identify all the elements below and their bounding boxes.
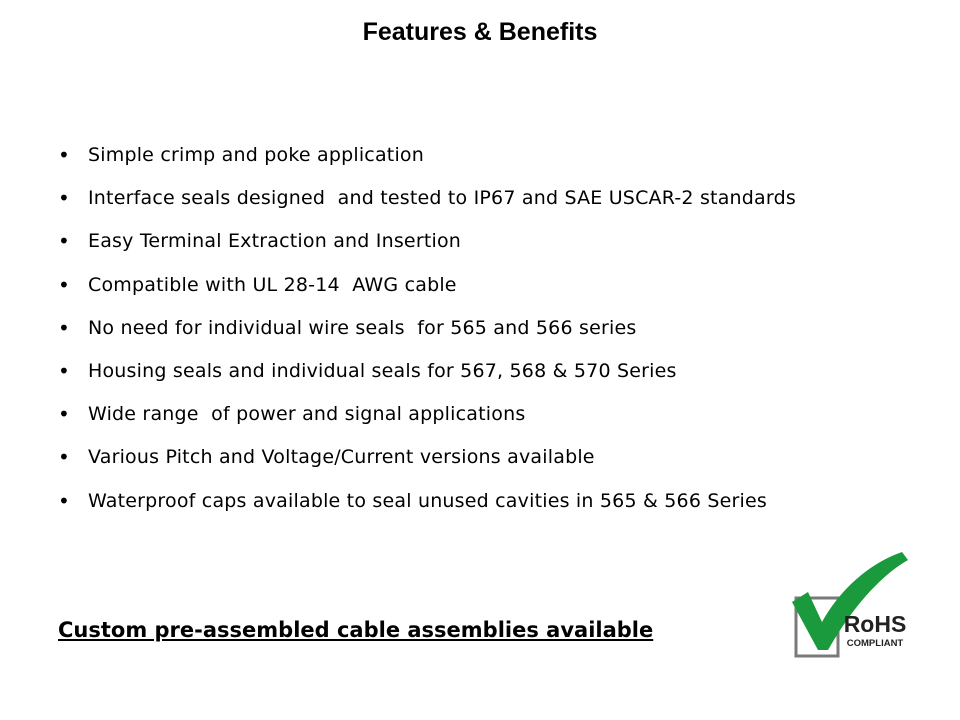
list-item-text: Various Pitch and Voltage/Current versions available — [88, 446, 595, 469]
list-item-text: Simple crimp and poke application — [88, 144, 424, 166]
bullet-icon: • — [58, 402, 70, 427]
bullet-icon: • — [58, 143, 70, 167]
list-item-text: Interface seals designed and tested to IP67 and SAE USCAR-2 standards — [88, 187, 796, 210]
bullet-icon: • — [58, 229, 70, 254]
compliant-text: COMPLIANT — [846, 638, 904, 649]
list-item-text: No need for individual wire seals for 565 and 566 series — [88, 316, 637, 339]
list-item — [58, 357, 918, 400]
custom-assemblies-note: Custom pre-assembled cable assemblies available — [58, 618, 654, 642]
list-item — [58, 487, 918, 530]
bullet-icon: • — [58, 358, 70, 383]
list-item — [58, 314, 918, 357]
rohs-text: RoHS — [843, 611, 907, 637]
list-item — [58, 271, 918, 314]
list-item — [58, 443, 918, 486]
list-item — [58, 227, 918, 270]
page-title: Features & Benefits — [362, 18, 598, 46]
list-item-text: Housing seals and individual seals for 567, 568 & 570 Series — [88, 359, 677, 382]
bullet-icon: • — [58, 315, 70, 340]
rohs-compliant-logo — [788, 550, 912, 660]
bullet-icon: • — [58, 445, 70, 470]
bullet-icon: • — [58, 272, 70, 297]
list-item-text: Compatible with UL 28-14 AWG cable — [88, 273, 457, 296]
list-item-text: Waterproof caps available to seal unused cavities in 565 & 566 Series — [88, 489, 767, 512]
bullet-icon: • — [58, 186, 70, 211]
bullet-icon: • — [58, 488, 70, 513]
list-item-text: Easy Terminal Extraction and Insertion — [88, 230, 462, 253]
list-item — [58, 184, 918, 227]
features-list — [58, 141, 918, 530]
list-item — [58, 141, 918, 184]
list-item-text: Wide range of power and signal applications — [88, 403, 526, 426]
list-item — [58, 400, 918, 443]
